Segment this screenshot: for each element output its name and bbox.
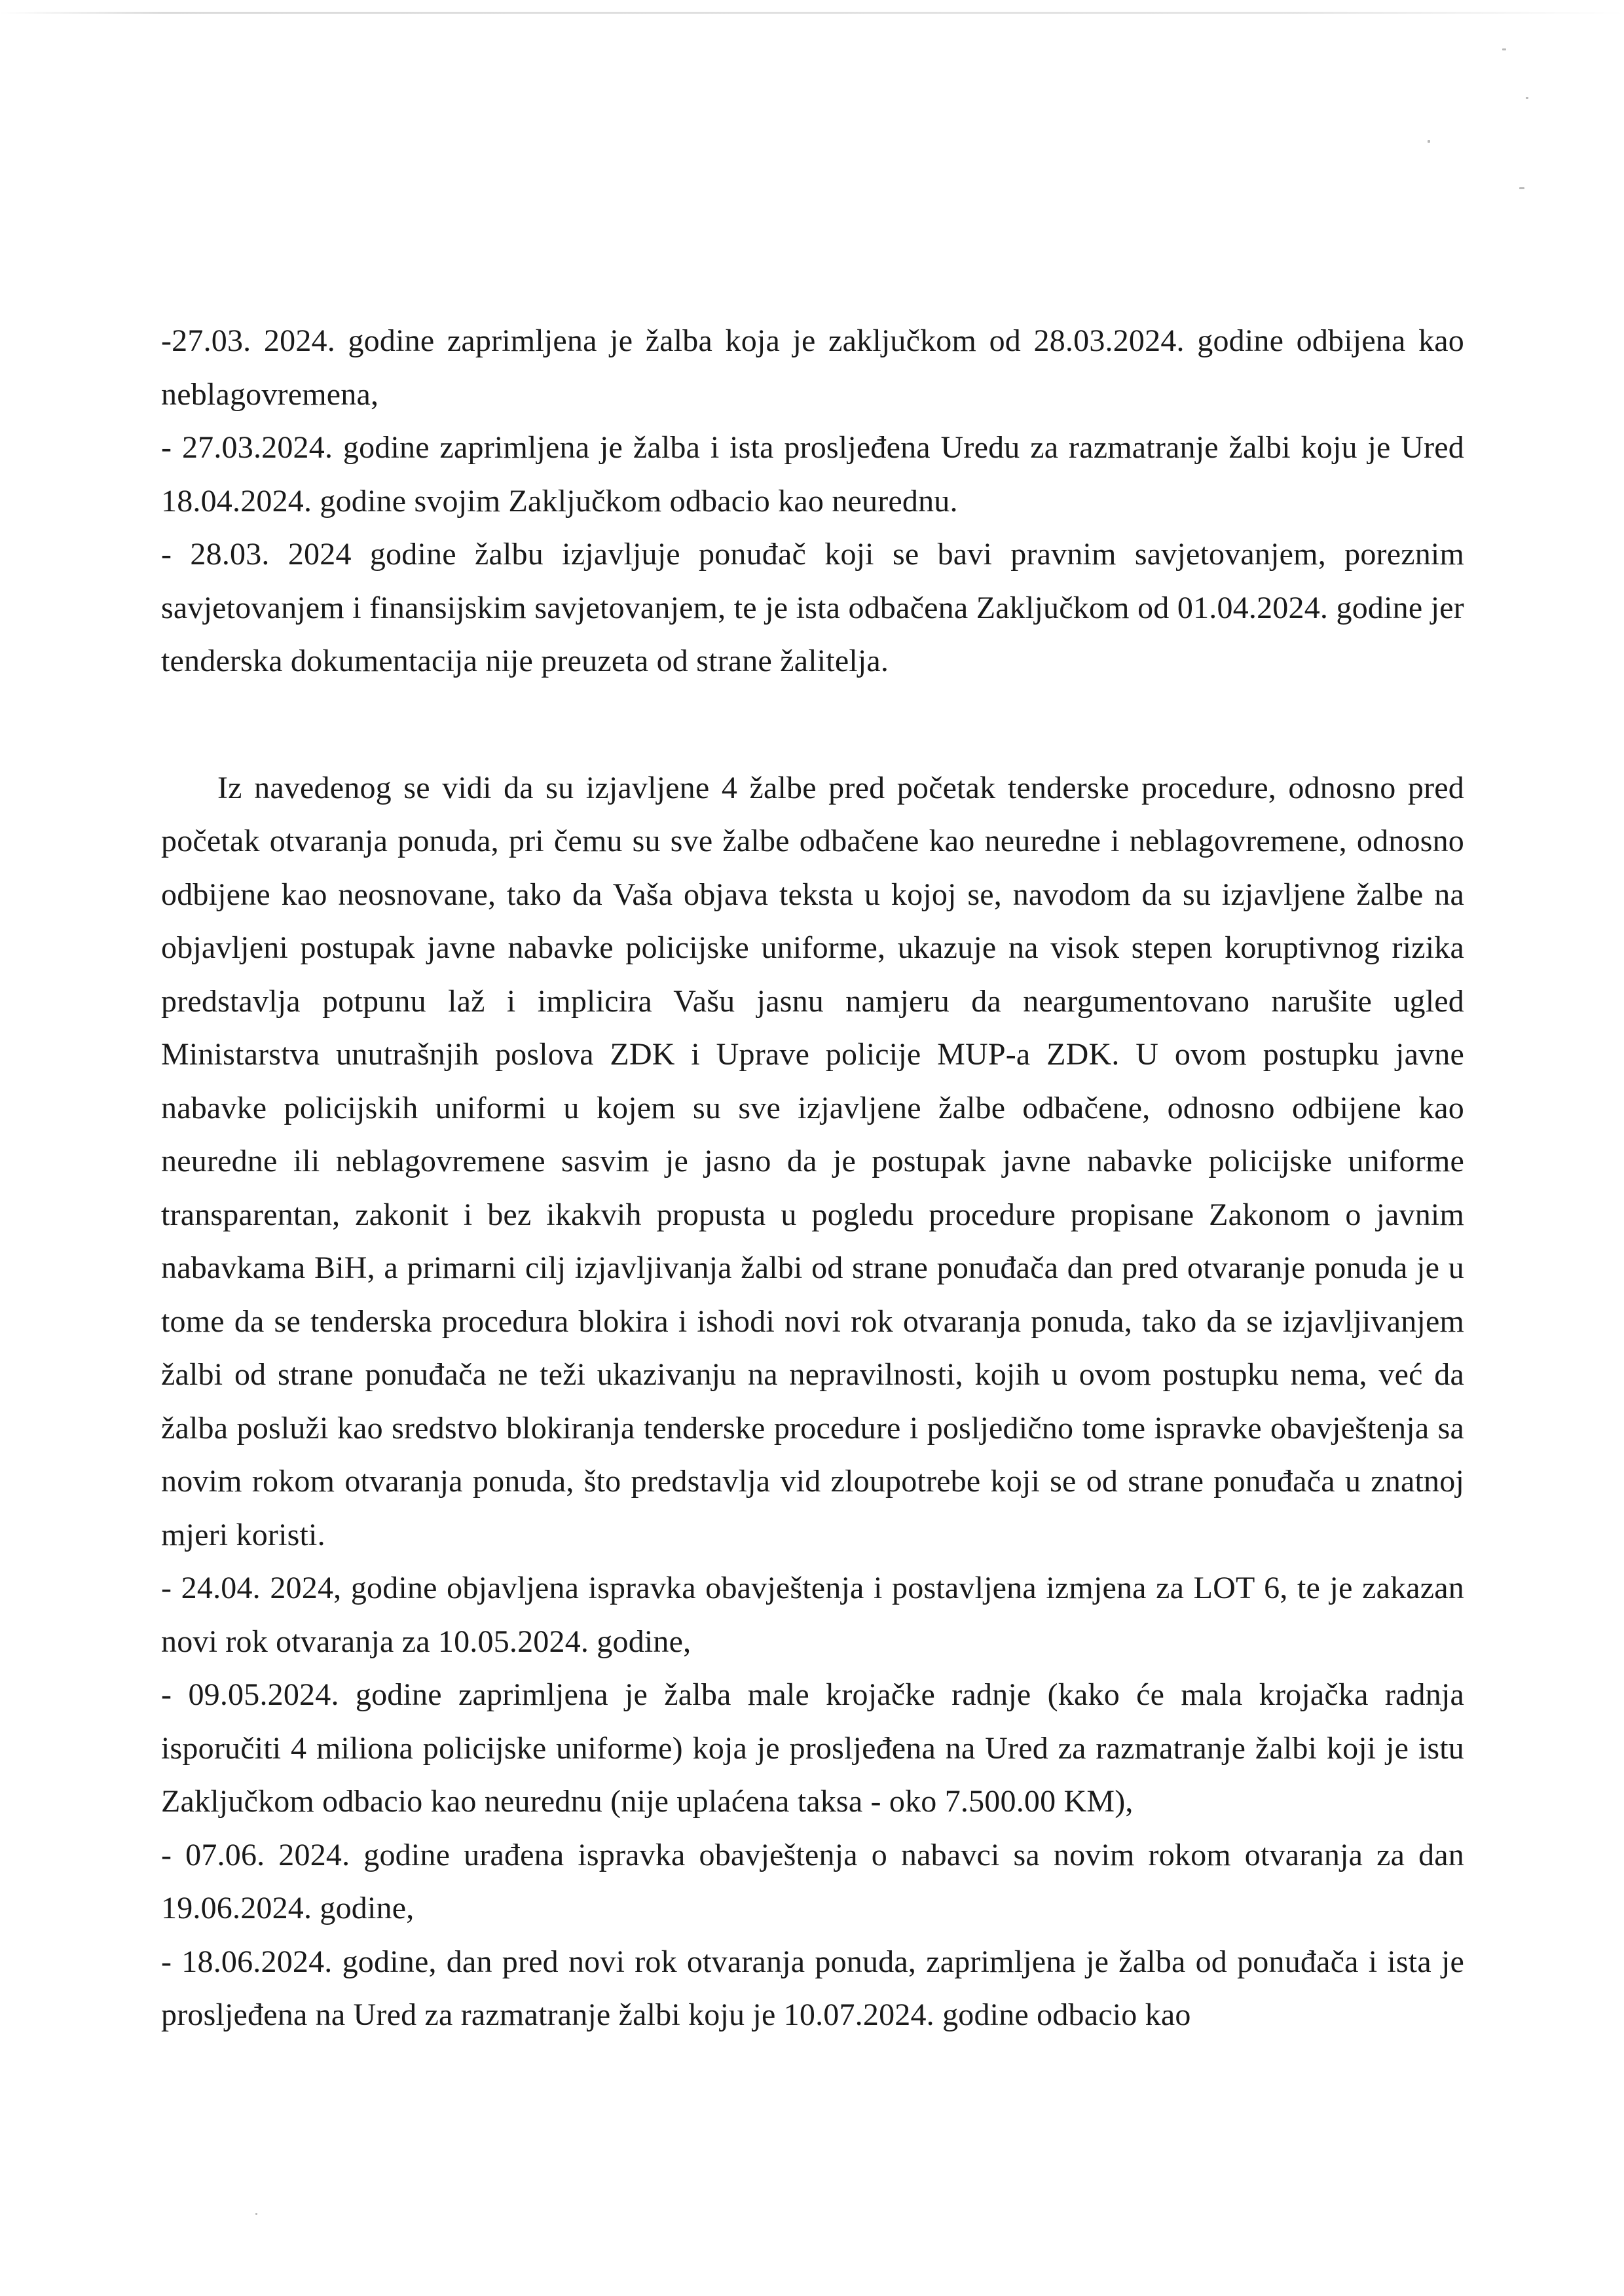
paragraph-appeal-1: -27.03. 2024. godine zaprimljena je žalba koja je zaključkom od 28.03.2024. godine odbijena kao neblagovremena, — [161, 323, 1464, 412]
scan-speck — [1502, 48, 1506, 50]
paragraph-appeal-3: - 28.03. 2024 godine žalbu izjavljuje ponuđač koji se bavi pravnim savjetovanjem, poreznim savjetovanjem i finansijskim savjetovanjem, te je ista odbačena Zaključkom od 01.04.2024. godine jer tenderska dokumentacija nije preuzeta od strane žalitelja. — [161, 537, 1464, 678]
paragraph-correction-lot6: - 24.04. 2024, godine objavljena ispravka obavještenja i postavljena izmjena za LOT 6, te je zakazan novi rok otvaranja za 10.05.2024. godine, — [161, 1571, 1464, 1659]
paragraph-conclusion: Iz navedenog se vidi da su izjavljene 4 žalbe pred početak tenderske procedure, odnosno pred početak otvaranja ponuda, pri čemu su sve žalbe odbačene kao neuredne i neblagovremene, odnosno odbijene kao neosnovane, tako da Vaša objava teksta u kojoj se, navodom da su izjavljene žalbe na objavljeni postupak javne nabavke policijske uniforme, ukazuje na visok stepen koruptivnog rizika predstavlja potpunu laž i implicira Vašu jasnu namjeru da neargumentovano narušite ugled Ministarstva unutrašnjih poslova ZDK i Uprave policije MUP-a ZDK. U ovom postupku javne nabavke policijskih uniformi u kojem su sve izjavljene žalbe odbačene, odnosno odbijene kao neuredne ili neblagovremene sasvim je jasno da je postupak javne nabavke policijske uniforme transparentan, zakonit i bez ikakvih propusta u pogledu procedure propisane Zakonom o javnim nabavkama BiH, a primarni cilj izjavljivanja žalbi od strane ponuđača dan pred otvaranje ponuda je u tome da se tenderska procedura blokira i ishodi novi rok otvaranja ponuda, tako da se izjavljivanjem žalbi od strane ponuđača ne teži ukazivanju na nepravilnosti, kojih u ovom postupku nema, već da žalba posluži kao sredstvo blokiranja tenderske procedure i posljedično tome ispravke obavještenja sa novim rokom otvaranja ponuda, što predstavlja vid zloupotrebe koji se od strane ponuđača u znatnoj mjeri koristi. — [161, 770, 1464, 1552]
scan-speck — [255, 2213, 257, 2215]
paragraph-appeal-june: - 18.06.2024. godine, dan pred novi rok otvaranja ponuda, zaprimljena je žalba od ponuđača i ista je prosljeđena na Ured za razmatranje žalbi koju je 10.07.2024. godine odbacio kao — [161, 1944, 1464, 2032]
scan-speck — [1526, 97, 1528, 99]
paragraph-gap — [161, 688, 1464, 761]
document-body — [161, 314, 1464, 2042]
scan-top-edge — [0, 12, 1624, 14]
paragraph-appeal-2: - 27.03.2024. godine zaprimljena je žalba i ista prosljeđena Uredu za razmatranje žalbi koju je Ured 18.04.2024. godine svojim Zaključkom odbacio kao neurednu. — [161, 430, 1464, 519]
scan-speck — [1428, 140, 1430, 143]
paragraph-appeal-tailor: - 09.05.2024. godine zaprimljena je žalba male krojačke radnje (kako će mala krojačka radnja isporučiti 4 miliona policijske uniforme) koja je prosljeđena na Ured za razmatranje žalbi koji je istu Zaključkom odbacio kao neurednu (nije uplaćena taksa - oko 7.500.00 KM), — [161, 1677, 1464, 1819]
scan-speck — [1519, 187, 1524, 189]
paragraph-correction-june: - 07.06. 2024. godine urađena ispravka obavještenja o nabavci sa novim rokom otvaranja za dan 19.06.2024. godine, — [161, 1837, 1464, 1925]
